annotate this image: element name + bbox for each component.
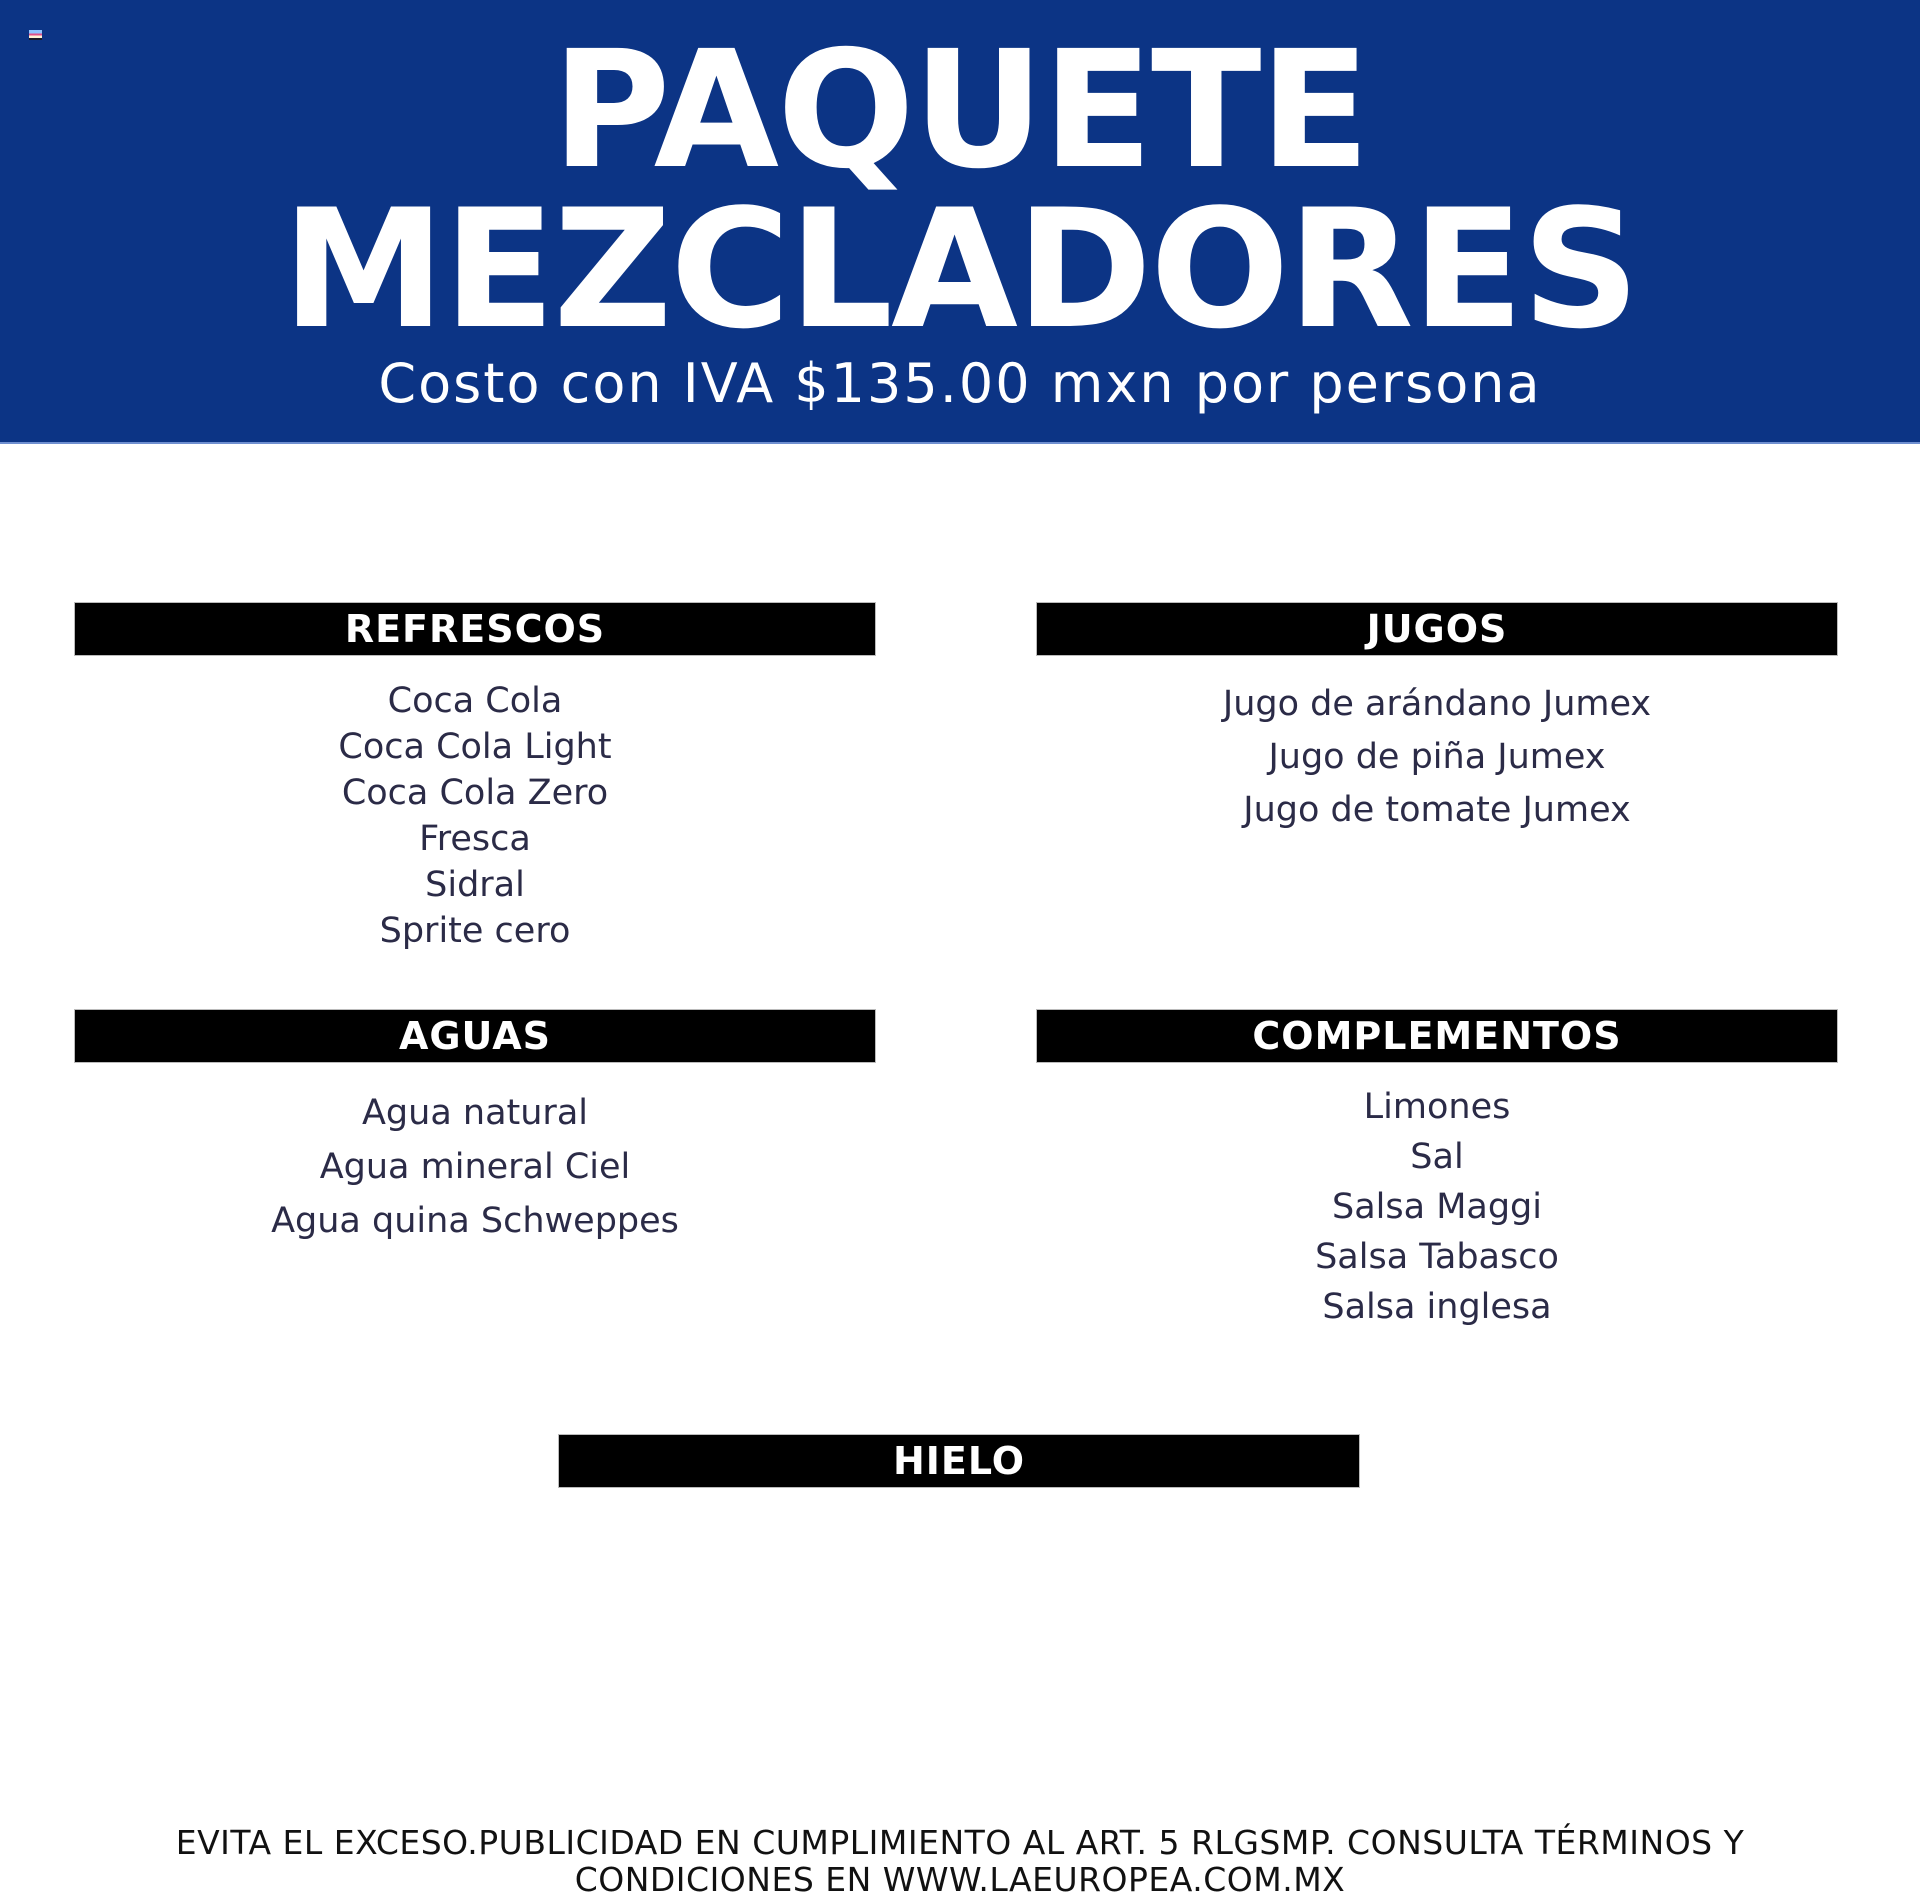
aguas-list xyxy=(75,1086,875,1248)
section-jugos xyxy=(1037,603,1837,837)
jugos-list xyxy=(1037,678,1837,837)
refrescos-list xyxy=(75,678,875,954)
list-item: Salsa Tabasco xyxy=(1315,1237,1559,1277)
page-title-line1: PAQUETE xyxy=(551,17,1369,205)
section-aguas xyxy=(75,1010,875,1248)
list-item: Sidral xyxy=(425,865,525,905)
list-item: Jugo de arándano Jumex xyxy=(1222,684,1652,724)
list-item: Agua natural xyxy=(361,1093,588,1133)
list-item: Coca Cola Light xyxy=(338,727,612,767)
section-header-hielo: HIELO xyxy=(559,1435,1359,1487)
section-hielo xyxy=(559,1435,1359,1487)
footer-line1: EVITA EL EXCESO.PUBLICIDAD EN CUMPLIMIENTO AL ART. 5 RLGSMP. CONSULTA TÉRMINOS Y xyxy=(175,1823,1745,1862)
legal-footer xyxy=(150,1824,1770,1898)
list-item: Salsa inglesa xyxy=(1322,1287,1552,1327)
section-header-refrescos: REFRESCOS xyxy=(75,603,875,655)
list-item: Agua quina Schweppes xyxy=(271,1201,679,1241)
section-header-aguas: AGUAS xyxy=(75,1010,875,1062)
price-subtitle: Costo con IVA $135.00 mxn por persona xyxy=(378,352,1542,415)
list-item: Fresca xyxy=(419,819,531,859)
list-item: Jugo de piña Jumex xyxy=(1268,737,1606,777)
page-title-line2: MEZCLADORES xyxy=(282,174,1638,365)
header-banner xyxy=(0,0,1920,444)
section-complementos xyxy=(1037,1010,1837,1332)
complementos-list xyxy=(1037,1082,1837,1332)
footer-line2: CONDICIONES EN WWW.LAEUROPEA.COM.MX xyxy=(574,1860,1346,1899)
list-item: Sal xyxy=(1410,1137,1464,1177)
list-item: Coca Cola Zero xyxy=(341,773,609,813)
section-header-complementos: COMPLEMENTOS xyxy=(1037,1010,1837,1062)
list-item: Jugo de tomate Jumex xyxy=(1243,790,1631,830)
list-item: Salsa Maggi xyxy=(1332,1187,1542,1227)
list-item: Agua mineral Ciel xyxy=(319,1147,631,1187)
section-refrescos xyxy=(75,603,875,954)
list-item: Limones xyxy=(1363,1087,1511,1127)
list-item: Sprite cero xyxy=(379,911,571,951)
section-header-jugos: JUGOS xyxy=(1037,603,1837,655)
list-item: Coca Cola xyxy=(387,681,563,721)
